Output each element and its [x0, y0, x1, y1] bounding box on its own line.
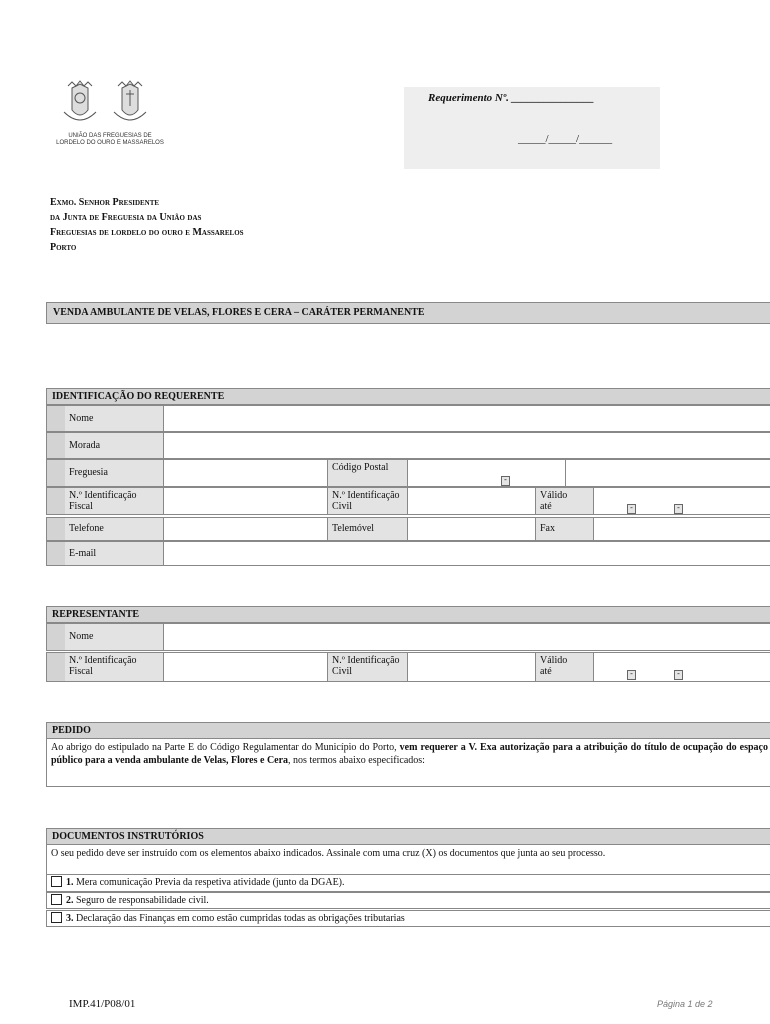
label-rep-valido: [536, 653, 594, 681]
section-heading-identificacao: IDENTIFICAÇÃO DO REQUERENTE: [46, 388, 770, 405]
date-separator-1: -: [627, 504, 636, 514]
rep-nic-field[interactable]: [408, 653, 536, 681]
label-telemovel: Telemóvel: [328, 518, 408, 540]
form-title: VENDA AMBULANTE DE VELAS, FLORES E CERA – CARÁTER PERMANENTE: [46, 302, 770, 324]
row-freguesia: [46, 459, 770, 487]
date-separator-2: -: [674, 504, 683, 514]
section-heading-documentos: DOCUMENTOS INSTRUTÓRIOS: [46, 828, 770, 845]
label-rep-nic: [328, 653, 408, 681]
page-number: Página 1 de 2: [657, 999, 713, 1009]
codigo-postal-field[interactable]: [408, 460, 566, 486]
documento-2-text: Seguro de responsabilidade civil.: [73, 895, 209, 906]
label-telefone: Telefone: [65, 518, 164, 540]
form-code: IMP.41/P08/01: [69, 998, 136, 1010]
pedido-text-start: Ao abrigo do estipulado na Parte E do Código Regulamentar do Município do Porto,: [51, 742, 400, 753]
documento-1-checkbox[interactable]: [51, 876, 62, 887]
row-contactos: [46, 517, 770, 541]
documento-2-checkbox[interactable]: [51, 894, 62, 905]
addressee-line4: Porto: [50, 242, 77, 253]
documento-3-checkbox[interactable]: [51, 912, 62, 923]
label-nome: Nome: [65, 406, 164, 431]
rep-valido-date-field[interactable]: [594, 653, 770, 681]
telefone-field[interactable]: [164, 518, 328, 540]
label-rep-nif-line1: N.º Identificação: [69, 655, 137, 666]
label-fax: Fax: [536, 518, 594, 540]
label-rep-nome: Nome: [65, 624, 164, 650]
nif-field[interactable]: [164, 488, 328, 514]
documento-item-3: [46, 910, 770, 927]
nome-field[interactable]: [164, 406, 770, 431]
logo-caption: [50, 133, 170, 147]
addressee-block: [50, 195, 244, 255]
section-heading-representante: REPRESENTANTE: [46, 606, 770, 623]
morada-field[interactable]: [164, 433, 770, 458]
fax-field[interactable]: [594, 518, 770, 540]
row-gutter: [47, 488, 66, 514]
row-email: [46, 541, 770, 566]
addressee-line3: Freguesias de lordelo do ouro e Massarelos: [50, 227, 244, 238]
row-rep-nome: [46, 623, 770, 651]
section-heading-pedido: PEDIDO: [46, 722, 770, 739]
addressee-line2: da Junta de Freguesia da União das: [50, 212, 202, 223]
label-morada: Morada: [65, 433, 164, 458]
documento-3-text: Declaração das Finanças em como estão cumpridas todas as obrigações tributarias: [73, 913, 405, 924]
documento-2-number: 2.: [66, 895, 74, 906]
label-codigo-postal: Código Postal: [328, 460, 408, 486]
pedido-text-bold: vem requerer a V. Exa autorização para a atribuição do título de ocupação do espaço público para a venda ambulante de Velas, Flores e Cera: [51, 742, 768, 766]
date-separator-2: -: [674, 670, 683, 680]
documento-3-number: 3.: [66, 913, 74, 924]
label-nic-line1: N.º Identificação: [332, 490, 400, 501]
label-nif: [65, 488, 164, 514]
documento-1-text: Mera comunicação Previa da respetiva atividade (junto da DGAE).: [73, 877, 345, 888]
telemovel-field[interactable]: [408, 518, 536, 540]
requerimento-number-field[interactable]: Requerimento Nº. _______________: [428, 92, 595, 104]
label-valido-line1: Válido: [540, 490, 568, 501]
rep-nome-field[interactable]: [164, 624, 770, 650]
row-gutter: [47, 518, 66, 540]
documento-item-1: [46, 875, 770, 892]
documentos-intro: O seu pedido deve ser instruído com os elementos abaixo indicados. Assinale com uma cruz (X) os documentos que junta ao seu processo.: [46, 845, 770, 875]
label-valido: [536, 488, 594, 514]
documento-1-number: 1.: [66, 877, 74, 888]
label-rep-nic-line1: N.º Identificação: [332, 655, 400, 666]
pedido-text: [46, 739, 770, 787]
codigo-postal-locality-field[interactable]: [566, 460, 770, 486]
label-rep-nif-line2: Fiscal: [69, 666, 93, 677]
row-nome: [46, 405, 770, 432]
row-gutter: [47, 653, 66, 681]
date-separator-1: -: [627, 670, 636, 680]
row-gutter: [47, 460, 66, 486]
requerimento-box: [404, 87, 660, 169]
addressee-line1: Exmo. Senhor Presidente: [50, 197, 160, 208]
email-field[interactable]: [164, 542, 770, 565]
label-freguesia: Freguesia: [65, 460, 164, 486]
label-valido-line2: até: [540, 501, 552, 512]
label-rep-valido-line1: Válido: [540, 655, 568, 666]
label-email: E-mail: [65, 542, 164, 565]
nic-field[interactable]: [408, 488, 536, 514]
label-nif-line2: Fiscal: [69, 501, 93, 512]
freguesia-field[interactable]: [164, 460, 328, 486]
valido-date-field[interactable]: [594, 488, 770, 514]
label-rep-nif: [65, 653, 164, 681]
row-gutter: [47, 542, 66, 565]
coat-of-arms-icon: [50, 80, 170, 135]
rep-nif-field[interactable]: [164, 653, 328, 681]
logo-caption-line2: LORDELO DO OURO E MASSARELOS: [56, 140, 164, 146]
postal-code-separator: -: [501, 476, 510, 486]
label-nic: [328, 488, 408, 514]
pedido-text-end: , nos termos abaixo especificados:: [288, 755, 425, 766]
row-rep-identificacao: [46, 652, 770, 682]
label-rep-valido-line2: até: [540, 666, 552, 677]
row-identificacao: [46, 487, 770, 515]
label-nic-line2: Civil: [332, 501, 353, 512]
logo-caption-line1: UNIÃO DAS FREGUESIAS DE: [68, 133, 152, 139]
row-gutter: [47, 406, 66, 431]
row-morada: [46, 432, 770, 459]
documento-item-2: [46, 892, 770, 909]
label-nif-line1: N.º Identificação: [69, 490, 137, 501]
requerimento-date-field[interactable]: _____/_____/______: [518, 133, 613, 145]
row-gutter: [47, 624, 66, 650]
row-gutter: [47, 433, 66, 458]
label-rep-nic-line2: Civil: [332, 666, 353, 677]
